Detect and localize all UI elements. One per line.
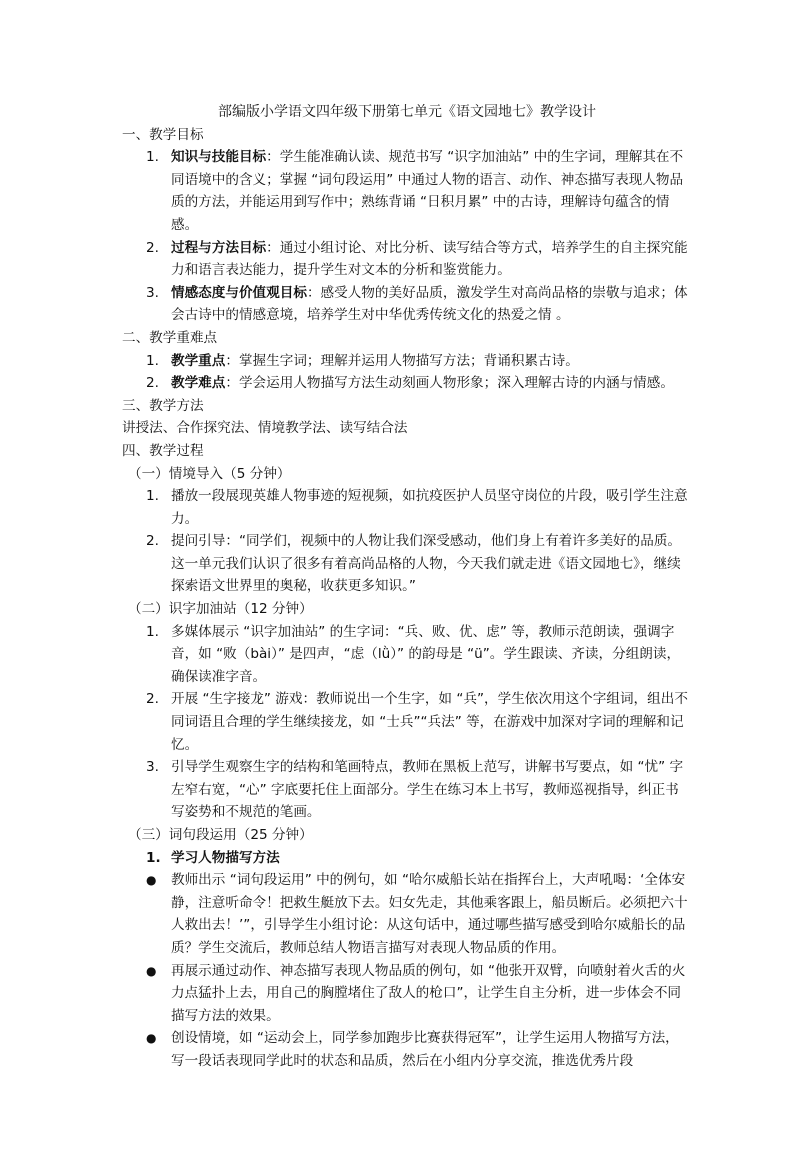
item-text: 多媒体展示 “识字加油站” 的生字词：“兵、败、优、虑” 等，教师示范朗读，强调字音，如 “败（bài）” 是四声，“虑（lǜ）” 的韵母是 “ü”。学生跟读、齐读，分组朗读，确保读准字音。 xyxy=(171,623,681,685)
methods-text: 讲授法、合作探究法、情境教学法、读写结合法 xyxy=(122,420,408,437)
list-item xyxy=(122,756,692,824)
list-number: 2. xyxy=(146,239,159,256)
item-label: 情感态度与价值观目标 xyxy=(171,284,307,301)
section-heading-methods: 三、教学方法 xyxy=(122,397,204,414)
list-number: 3. xyxy=(146,759,159,776)
item-text: ：学生能准确认读、规范书写 “识字加油站” 中的生字词，理解其在不同语境中的含义；掌握 “词句段运用” 中通过人物的语言、动作、神态描写表现人物品质的方法，并能运用到写作中；熟练背诵 “日积月累” 中的古诗，理解诗句蕴含的情感。 xyxy=(171,149,684,233)
list-number: 2. xyxy=(146,533,159,550)
list-number: 1. xyxy=(146,849,161,866)
item-text: 创设情境，如 “运动会上，同学参加跑步比赛获得冠军”，让学生运用人物描写方法，写一段话表现同学此时的状态和品质，然后在小组内分享交流，推选优秀片段 xyxy=(171,1030,679,1069)
subsection-heading-writing: （三）词句段运用（25 分钟） xyxy=(128,827,313,843)
writing-list xyxy=(122,847,692,870)
subsection-heading-literacy: （二）识字加油站（12 分钟） xyxy=(128,601,313,618)
item-label: 教学难点 xyxy=(171,375,226,392)
bullet-dot-icon: ● xyxy=(146,873,157,888)
list-number: 1. xyxy=(146,623,159,640)
list-item xyxy=(122,237,692,282)
list-item xyxy=(122,847,692,870)
item-label: 过程与方法目标 xyxy=(171,239,267,256)
item-label: 学习人物描写方法 xyxy=(171,849,280,866)
document-body xyxy=(122,101,692,1073)
list-item xyxy=(122,530,692,598)
subsection-heading-intro: （一）情境导入（5 分钟） xyxy=(128,465,291,482)
section-heading-keypoints: 二、教学重难点 xyxy=(122,329,218,346)
item-text: 提问引导：“同学们，视频中的人物让我们深受感动，他们身上有着许多美好的品质。这一单元我们认识了很多有着高尚品格的人物，今天我们就走进《语文园地七》，继续探索语文世界里的奥秘，收获更多知识。” xyxy=(171,533,682,595)
list-item xyxy=(122,1027,692,1072)
keypoints-list xyxy=(122,350,692,395)
intro-list xyxy=(122,485,692,598)
list-item xyxy=(122,485,692,530)
item-text: ：通过小组讨论、对比分析、读写结合等方式，培养学生的自主探究能力和语言表达能力，提升学生对文本的分析和鉴赏能力。 xyxy=(171,239,688,279)
section-heading-goals: 一、教学目标 xyxy=(122,126,204,143)
item-text: 教师出示 “词句段运用” 中的例句，如 “哈尔威船长站在指挥台上，大声吼喝：‘全体安静，注意听命令！把救生艇放下去。妇女先走，其他乘客跟上，船员断后。必须把六十人救出去！’”，引导学生小组讨论：从这句话中，通过哪些描写感受到哈尔威船长的品质？学生交流后，教师总结人物语言描写对表现人物品质的作用。 xyxy=(171,872,688,956)
list-item xyxy=(122,372,692,395)
list-number: 1. xyxy=(146,149,159,166)
list-number: 1. xyxy=(146,352,159,369)
item-text: ：掌握生字词；理解并运用人物描写方法；背诵积累古诗。 xyxy=(225,352,579,369)
item-text: 播放一段展现英雄人物事迹的短视频，如抗疫医护人员坚守岗位的片段，吸引学生注意力。 xyxy=(171,488,688,527)
item-label: 知识与技能目标 xyxy=(171,149,267,166)
list-item xyxy=(122,960,692,1028)
bullet-dot-icon: ● xyxy=(146,1031,157,1046)
list-number: 3. xyxy=(146,284,159,301)
list-item xyxy=(122,146,692,236)
list-item xyxy=(122,350,692,373)
section-heading-process: 四、教学过程 xyxy=(122,442,204,459)
list-item xyxy=(122,688,692,756)
list-number: 2. xyxy=(146,375,159,392)
list-item xyxy=(122,869,692,959)
list-number: 2. xyxy=(146,691,159,708)
item-label: 教学重点 xyxy=(171,352,226,369)
item-text: 再展示通过动作、神态描写表现人物品质的例句，如 “他张开双臂，向喷射着火舌的火力点猛扑上去，用自己的胸膛堵住了敌人的枪口”，让学生自主分析，进一步体会不同描写方法的效果。 xyxy=(171,962,686,1024)
bullet-dot-icon: ● xyxy=(146,963,157,978)
list-number: 1. xyxy=(146,488,159,505)
item-text: ：学会运用人物描写方法生动刻画人物形象；深入理解古诗的内涵与情感。 xyxy=(225,375,674,392)
list-item xyxy=(122,282,692,327)
writing-bullets xyxy=(122,869,692,1072)
document-title: 部编版小学语文四年级下册第七单元《语文园地七》教学设计 xyxy=(218,104,596,120)
goals-list xyxy=(122,146,692,327)
literacy-list xyxy=(122,621,692,824)
item-text: 引导学生观察生字的结构和笔画特点，教师在黑板上范写，讲解书写要点，如 “忧” 字左窄右宽，“心” 字底要托住上面部分。学生在练习本上书写，教师巡视指导，纠正书写姿势和不规范的笔画。 xyxy=(171,759,684,821)
item-text: ：感受人物的美好品质，激发学生对高尚品格的崇敬与追求；体会古诗中的情感意境，培养学生对中华优秀传统文化的热爱之情 。 xyxy=(171,284,688,324)
item-text: 开展 “生字接龙” 游戏：教师说出一个生字，如 “兵”，学生依次用这个字组词，组出不同词语且合理的学生继续接龙，如 “士兵”“兵法” 等，在游戏中加深对字词的理解和记忆。 xyxy=(171,691,688,753)
list-item xyxy=(122,621,692,689)
